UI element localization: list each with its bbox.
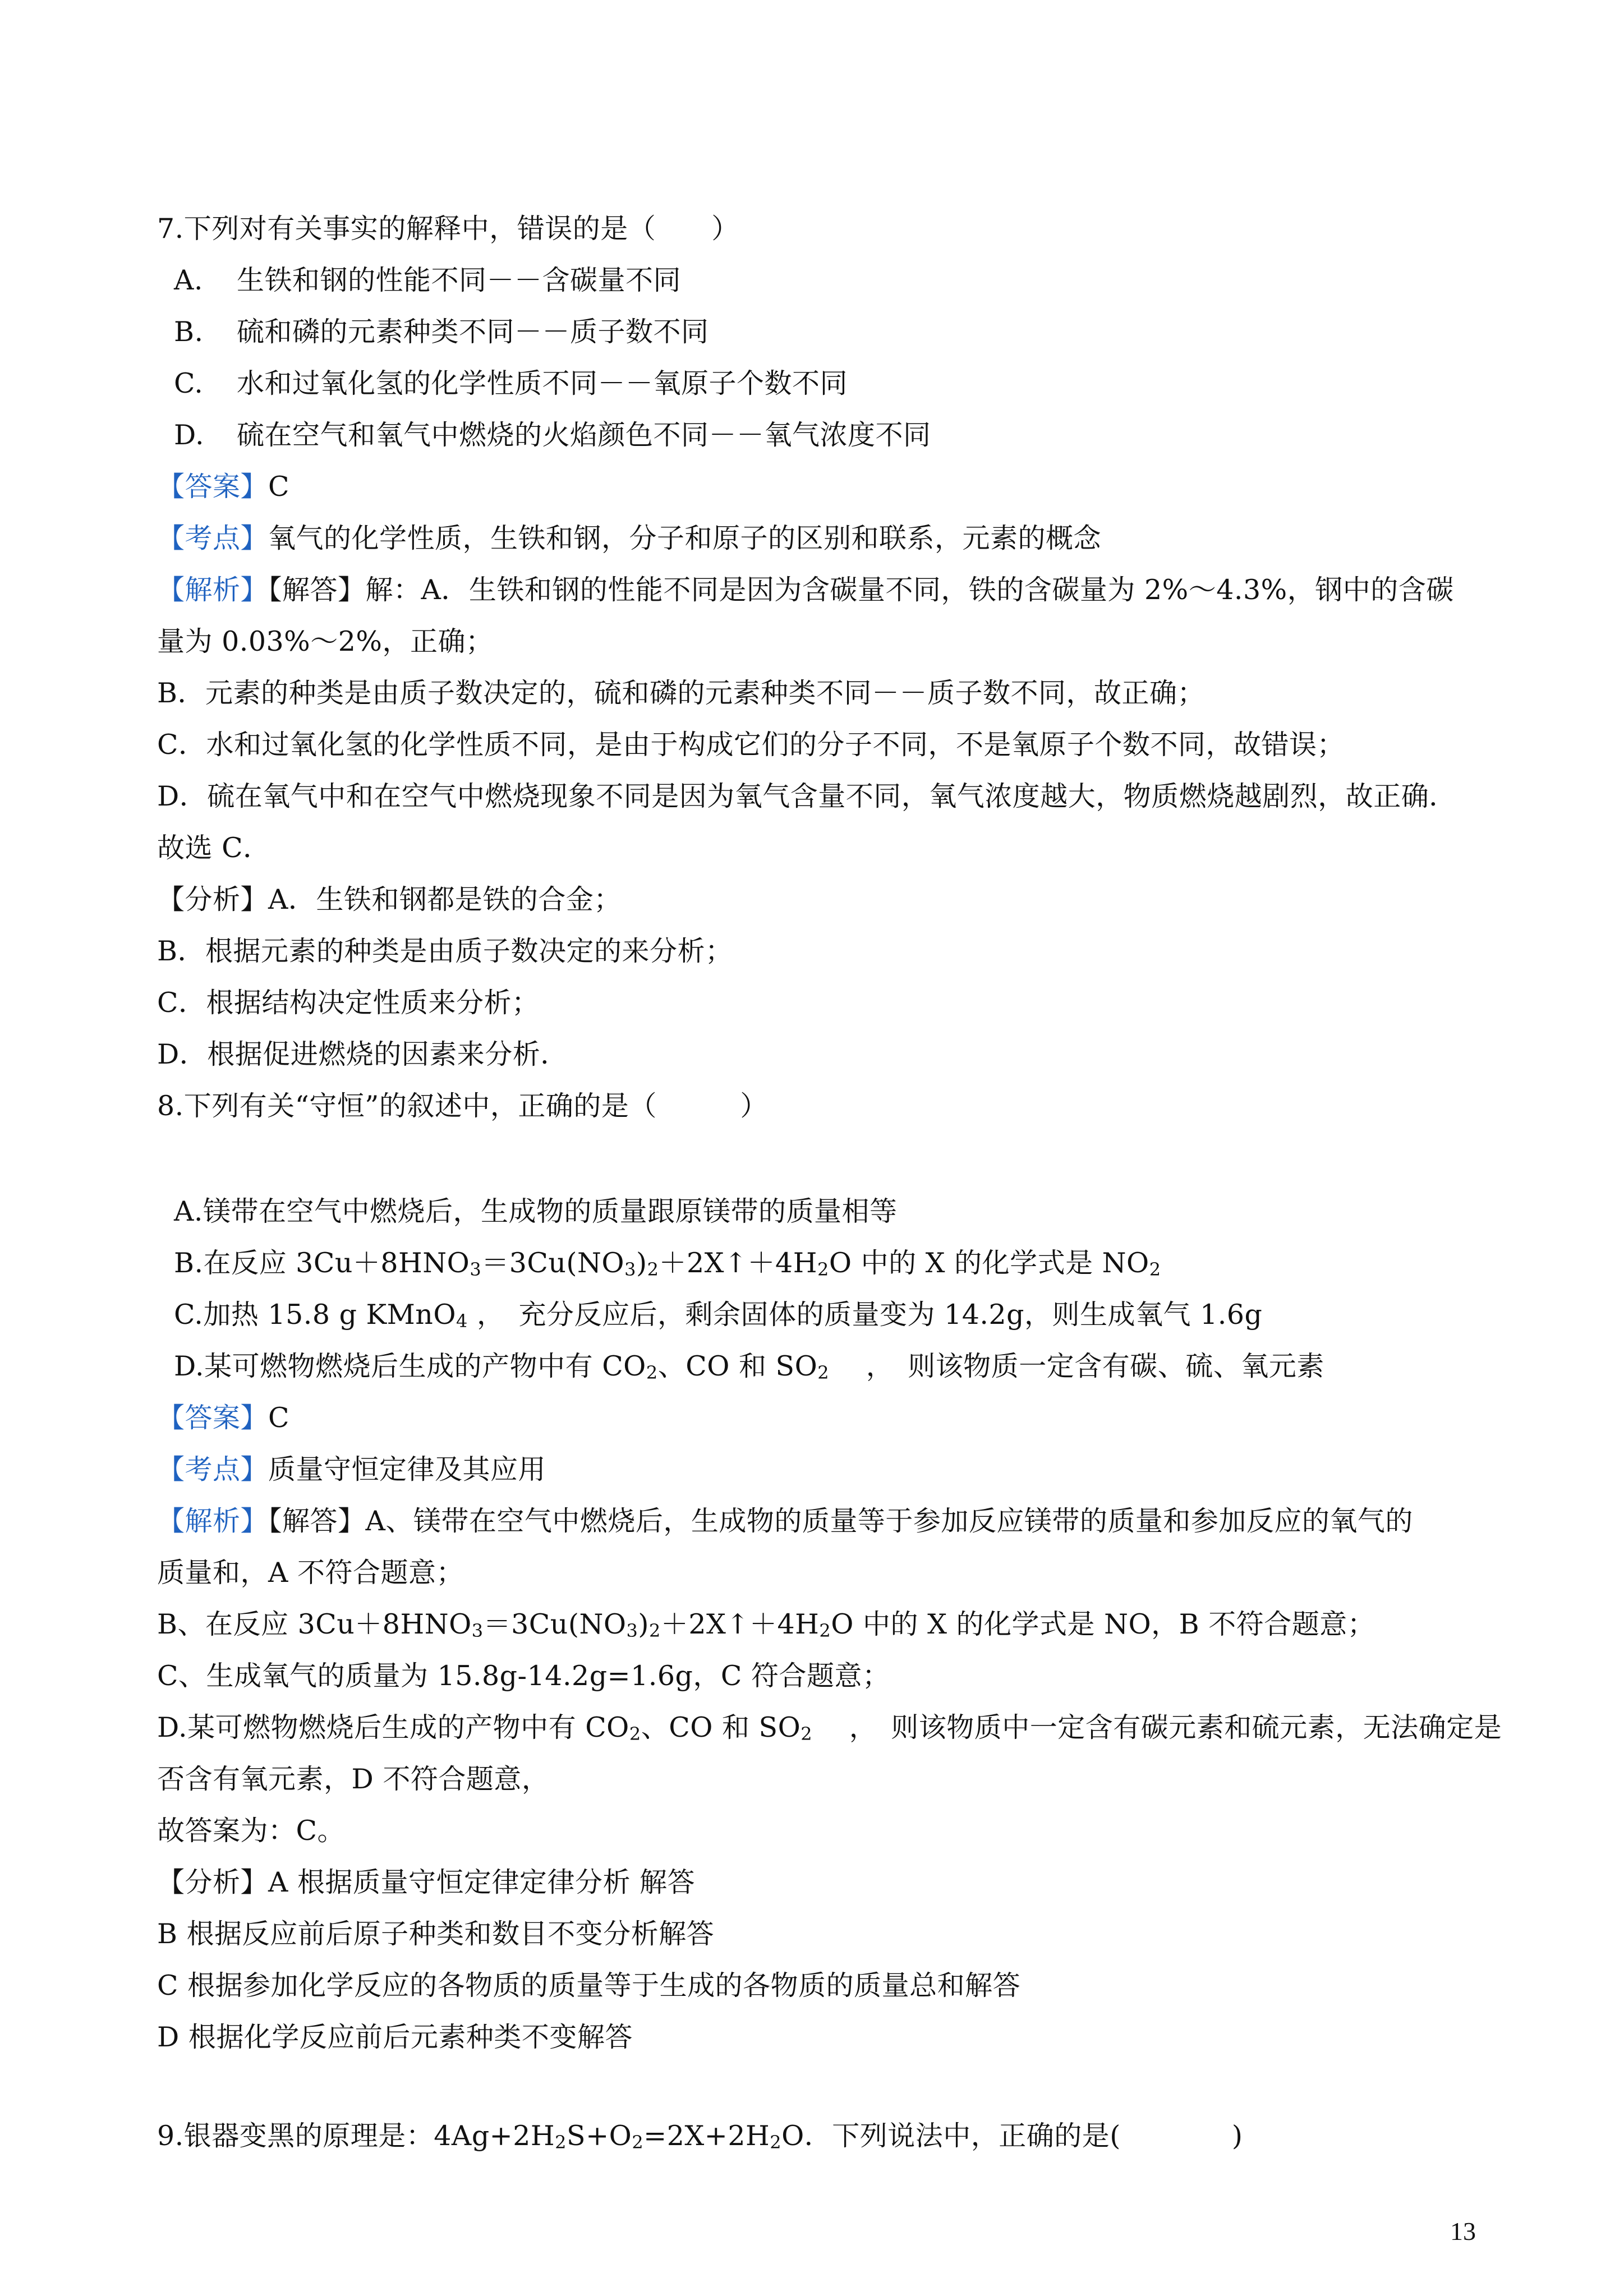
q8-analysis-line-2: B 根据反应前后原子种类和数目不变分析解答 bbox=[157, 1918, 715, 1950]
q7-option-c bbox=[174, 367, 848, 401]
option-text: 生铁和钢的性能不同－－含碳量不同 bbox=[237, 264, 682, 296]
q8-option-c bbox=[174, 1298, 1262, 1332]
q8-option-d bbox=[174, 1350, 1324, 1383]
option-text: 硫在空气和氧气中燃烧的火焰颜色不同－－氧气浓度不同 bbox=[237, 419, 931, 451]
text-segment: D.某可燃物燃烧后生成的产物中有 CO bbox=[157, 1711, 629, 1743]
text-segment: ， 则该物质中一定含有碳元素和硫元素，无法确定是 bbox=[812, 1711, 1502, 1743]
text-segment: D.某可燃物燃烧后生成的产物中有 CO bbox=[174, 1350, 646, 1382]
option-text: 硫和磷的元素种类不同－－质子数不同 bbox=[237, 316, 709, 348]
topic-text: 氧气的化学性质，生铁和钢，分子和原子的区别和联系，元素的概念 bbox=[268, 522, 1102, 554]
subscript: 2 bbox=[646, 1362, 658, 1383]
subscript: 2 bbox=[1149, 1259, 1161, 1280]
text-segment: ＋2X↑＋4H bbox=[660, 1608, 820, 1640]
option-label: D. bbox=[174, 419, 205, 451]
text-segment: B.在反应 3Cu＋8HNO bbox=[174, 1247, 470, 1279]
solution-text: 【解答】解：A．生铁和钢的性能不同是因为含碳量不同，铁的含碳量为 2%～4.3%，钢中的含碳 bbox=[268, 574, 1454, 606]
q8-solution-line-6: 否含有氧元素，D 不符合题意， bbox=[157, 1763, 550, 1795]
q7-option-a bbox=[174, 264, 681, 297]
q7-solution-line-5: D．硫在氧气中和在空气中燃烧现象不同是因为氧气含量不同，氧气浓度越大，物质燃烧越剧烈，故正确． bbox=[157, 780, 1457, 812]
analysis-tag: 【解析】 bbox=[157, 574, 269, 606]
q7-topic bbox=[157, 522, 1101, 555]
q7-solution-line-6: 故选 C． bbox=[157, 832, 271, 864]
text-segment: =2X+2H bbox=[643, 2120, 770, 2152]
text-segment: 9.银器变黑的原理是：4Ag+2H bbox=[157, 2120, 555, 2152]
text-segment: C.加热 15.8 g KMnO bbox=[174, 1299, 457, 1331]
topic-text: 质量守恒定律及其应用 bbox=[268, 1453, 546, 1485]
q7-solution-line-3: B．元素的种类是由质子数决定的，硫和磷的元素种类不同－－质子数不同，故正确； bbox=[157, 677, 1206, 709]
subscript: 2 bbox=[801, 1723, 813, 1745]
q7-option-b bbox=[174, 315, 709, 349]
q8-topic bbox=[157, 1453, 546, 1487]
q8-solution-line-5 bbox=[157, 1711, 1502, 1745]
subscript: 2 bbox=[555, 2132, 567, 2153]
q8-option-a: A.镁带在空气中燃烧后，生成物的质量跟原镁带的质量相等 bbox=[174, 1195, 898, 1227]
answer-value: C bbox=[268, 471, 290, 503]
question-8-stem: 8.下列有关“守恒”的叙述中，正确的是（ ） bbox=[157, 1090, 768, 1122]
text-segment: O．下列说法中，正确的是( ) bbox=[781, 2120, 1243, 2152]
text-segment: 、CO 和 SO bbox=[641, 1711, 801, 1743]
subscript: 2 bbox=[819, 1620, 831, 1641]
q8-solution-line-4: C、生成氧气的质量为 15.8g-14.2g=1.6g，C 符合题意； bbox=[157, 1660, 890, 1692]
text-segment: ＝3Cu(NO bbox=[481, 1247, 625, 1279]
option-label: C. bbox=[174, 367, 204, 399]
topic-tag: 【考点】 bbox=[157, 522, 269, 554]
subscript: 2 bbox=[770, 2132, 782, 2153]
subscript: 2 bbox=[629, 1723, 641, 1745]
analysis-tag: 【解析】 bbox=[157, 1505, 269, 1537]
q7-analysis-line-3: C．根据结构决定性质来分析； bbox=[157, 987, 540, 1019]
subscript: 3 bbox=[626, 1620, 638, 1641]
subscript: 2 bbox=[817, 1362, 830, 1383]
topic-tag: 【考点】 bbox=[157, 1453, 269, 1485]
subscript: 2 bbox=[647, 1259, 659, 1280]
subscript: 4 bbox=[456, 1310, 468, 1332]
option-label: A. bbox=[174, 264, 203, 296]
answer-tag: 【答案】 bbox=[157, 471, 269, 503]
solution-text: 【解答】A、镁带在空气中燃烧后，生成物的质量等于参加反应镁带的质量和参加反应的氧气的 bbox=[268, 1505, 1413, 1537]
question-7-stem: 7.下列对有关事实的解释中，错误的是（ ） bbox=[157, 213, 739, 245]
q7-solution-line-1 bbox=[157, 573, 1454, 607]
text-segment: S+O bbox=[567, 2120, 632, 2152]
option-label: B. bbox=[174, 316, 204, 348]
text-segment: ) bbox=[636, 1247, 647, 1279]
q7-option-d bbox=[174, 418, 931, 452]
q7-analysis-line-4: D．根据促进燃烧的因素来分析． bbox=[157, 1038, 568, 1070]
text-segment: O 中的 X 的化学式是 NO bbox=[829, 1247, 1149, 1279]
q7-solution-line-2: 量为 0.03%～2%，正确； bbox=[157, 625, 494, 657]
q8-analysis-line-4: D 根据化学反应前后元素种类不变解答 bbox=[157, 2021, 633, 2053]
subscript: 2 bbox=[632, 2132, 644, 2153]
text-segment: 、CO 和 SO bbox=[657, 1350, 818, 1382]
q8-solution-line-7: 故答案为：C。 bbox=[157, 1815, 345, 1847]
q8-solution-line-3 bbox=[157, 1608, 1375, 1641]
q8-analysis-line-3: C 根据参加化学反应的各物质的质量等于生成的各物质的质量总和解答 bbox=[157, 1970, 1021, 2001]
option-text: 水和过氧化氢的化学性质不同－－氧原子个数不同 bbox=[237, 367, 848, 399]
q8-option-b bbox=[174, 1246, 1161, 1280]
subscript: 3 bbox=[624, 1259, 636, 1280]
q7-solution-line-4: C．水和过氧化氢的化学性质不同，是由于构成它们的分子不同，不是氧原子个数不同，故错误； bbox=[157, 729, 1345, 761]
text-segment: ) bbox=[638, 1608, 649, 1640]
answer-value: C bbox=[268, 1402, 290, 1434]
text-segment: B、在反应 3Cu＋8HNO bbox=[157, 1608, 472, 1640]
subscript: 3 bbox=[470, 1259, 482, 1280]
page-number: 13 bbox=[1450, 2217, 1476, 2246]
q8-answer bbox=[157, 1401, 289, 1435]
q7-analysis-line-2: B．根据元素的种类是由质子数决定的来分析； bbox=[157, 935, 733, 967]
text-segment: ， 则该物质一定含有碳、硫、氧元素 bbox=[829, 1350, 1324, 1382]
subscript: 2 bbox=[817, 1259, 829, 1280]
q8-solution-line-2: 质量和，A 不符合题意； bbox=[157, 1557, 464, 1589]
question-9-stem bbox=[157, 2119, 1243, 2153]
text-segment: ， 充分反应后，剩余固体的质量变为 14.2g，则生成氧气 1.6g bbox=[467, 1299, 1263, 1331]
q8-solution-line-1 bbox=[157, 1504, 1413, 1538]
text-segment: ＝3Cu(NO bbox=[483, 1608, 627, 1640]
answer-tag: 【答案】 bbox=[157, 1402, 269, 1434]
q7-answer bbox=[157, 470, 289, 504]
subscript: 2 bbox=[649, 1620, 661, 1641]
text-segment: O 中的 X 的化学式是 NO，B 不符合题意； bbox=[831, 1608, 1375, 1640]
subscript: 3 bbox=[471, 1620, 484, 1641]
text-segment: ＋2X↑＋4H bbox=[659, 1247, 817, 1279]
q7-analysis-line-1: 【分析】A．生铁和钢都是铁的合金； bbox=[157, 884, 622, 915]
q8-analysis-line-1: 【分析】A 根据质量守恒定律定律分析 解答 bbox=[157, 1866, 696, 1898]
